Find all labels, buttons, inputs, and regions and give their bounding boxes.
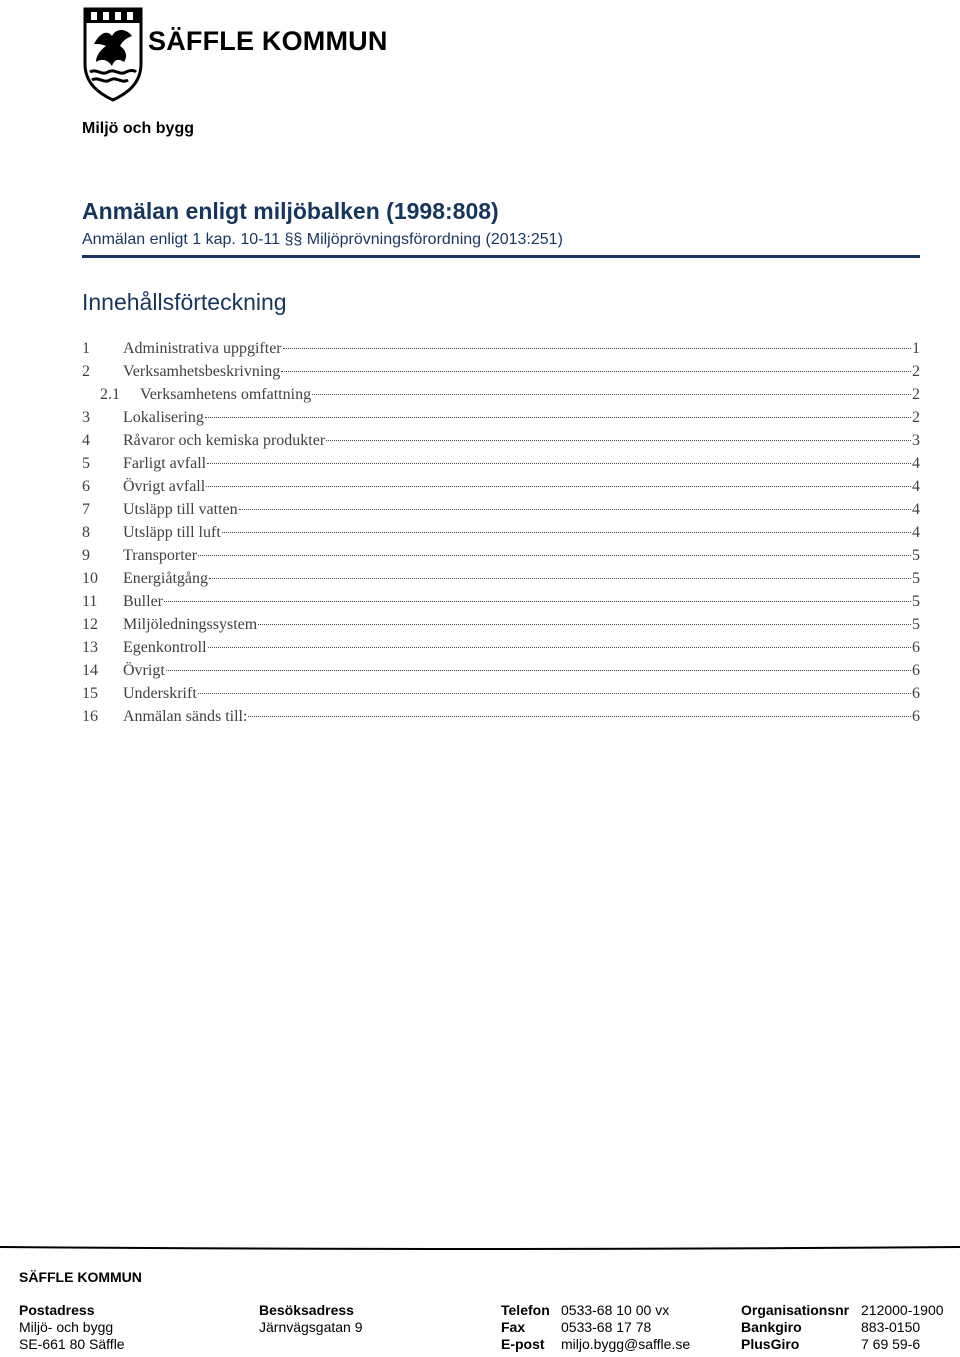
toc-entry-number: 14 [82,662,98,679]
toc-entry[interactable] [82,521,920,544]
toc-entry-label: Anmälan sänds till: [123,708,248,725]
postal-line-1: Miljö- och bygg [19,1319,114,1335]
toc-dot-leader [312,394,911,395]
toc-entry-number: 12 [82,616,98,633]
toc-entry-number: 9 [82,547,90,564]
toc-dot-leader [258,624,911,625]
toc-dot-leader [205,417,911,418]
toc-entry-number: 6 [82,478,90,495]
postal-line-2: SE-661 80 Säffle [19,1336,125,1352]
footer-organization: SÄFFLE KOMMUN [19,1269,142,1285]
toc-dot-leader [207,463,911,464]
toc-heading: Innehållsförteckning [82,289,287,315]
toc-dot-leader [222,532,911,533]
toc-entry[interactable] [82,590,920,613]
toc-dot-leader [198,555,911,556]
toc-entry-number: 16 [82,708,98,725]
toc-entry[interactable] [82,544,920,567]
toc-entry-label: Transporter [123,547,198,564]
toc-entry-page: 5 [912,570,920,587]
toc-entry-number: 2.1 [100,386,120,403]
toc-entry-page: 2 [912,386,920,403]
toc-entry[interactable] [82,429,920,452]
toc-entry[interactable] [82,406,920,429]
toc-dot-leader [283,348,911,349]
toc-entry-number: 11 [82,593,98,610]
saffle-kommun-logo [82,6,402,106]
toc-entry-label: Miljöledningssystem [123,616,258,633]
toc-entry-label: Lokalisering [123,409,204,426]
title-divider [82,255,920,258]
toc-entry-number: 1 [82,340,90,357]
logo-wordmark: SÄFFLE KOMMUN [148,26,388,56]
toc-dot-leader [281,371,911,372]
toc-entry-page: 6 [912,639,920,656]
toc-entry-page: 6 [912,708,920,725]
toc-entry-number: 2 [82,363,90,380]
toc-entry-number: 4 [82,432,90,449]
toc-entry-label: Energiåtgång [123,570,209,587]
toc-entry-page: 6 [912,685,920,702]
toc-entry-label: Farligt avfall [123,455,207,472]
plusgiro-label: PlusGiro [741,1336,800,1352]
plusgiro-value: 7 69 59-6 [861,1336,921,1352]
toc-entry[interactable] [82,360,920,383]
bankgiro-value: 883-0150 [861,1319,921,1335]
toc-entry-label: Utsläpp till luft [123,524,221,541]
toc-entry-label: Övrigt avfall [123,478,206,495]
toc-dot-leader [166,670,911,671]
toc-entry-label: Administrativa uppgifter [123,340,282,357]
fax-value: 0533-68 17 78 [561,1319,652,1335]
toc-dot-leader [326,440,911,441]
toc-entry-page: 1 [912,340,920,357]
org-number-label: Organisationsnr [741,1302,850,1318]
toc-entry-label: Verksamhetsbeskrivning [123,363,281,380]
toc-entry-page: 4 [912,501,920,518]
toc-entry-label: Verksamhetens omfattning [140,386,312,403]
contact-email [501,1336,690,1353]
visit-line-1: Järnvägsgatan 9 [259,1319,363,1335]
table-of-contents [82,337,920,728]
email-label: E-post [501,1336,545,1352]
footer-finance [741,1302,944,1353]
department-name: Miljö och bygg [82,120,194,137]
toc-dot-leader [248,716,911,717]
footer-divider [0,1244,960,1254]
contact-fax [501,1319,690,1336]
bankgiro-label: Bankgiro [741,1319,802,1335]
document-subtitle: Anmälan enligt 1 kap. 10-11 §§ Miljöprövningsförordning (2013:251) [82,231,563,248]
toc-entry[interactable] [82,567,920,590]
toc-entry-page: 2 [912,409,920,426]
toc-entry-label: Underskrift [123,685,197,702]
fax-label: Fax [501,1319,526,1335]
toc-dot-leader [198,693,911,694]
toc-entry[interactable] [82,613,920,636]
toc-entry-page: 3 [912,432,920,449]
toc-dot-leader [164,601,911,602]
toc-entry[interactable] [82,475,920,498]
phone-label: Telefon [501,1302,550,1318]
toc-entry-page: 4 [912,478,920,495]
toc-entry-page: 4 [912,455,920,472]
municipal-coat-of-arms-icon [82,6,144,102]
toc-entry[interactable] [82,337,920,360]
footer-contact [501,1302,690,1353]
toc-entry-label: Buller [123,593,163,610]
finance-org-number [741,1302,944,1319]
toc-entry-number: 7 [82,501,90,518]
toc-entry-page: 4 [912,524,920,541]
email-value: miljo.bygg@saffle.se [561,1336,691,1352]
finance-plusgiro [741,1336,944,1353]
toc-entry[interactable] [82,498,920,521]
toc-entry[interactable] [82,636,920,659]
toc-entry[interactable] [82,705,920,728]
toc-entry-number: 3 [82,409,90,426]
document-title: Anmälan enligt miljöbalken (1998:808) [82,198,499,224]
toc-entry-number: 10 [82,570,98,587]
toc-dot-leader [209,578,911,579]
postal-label: Postadress [19,1302,95,1318]
footer-visit-address [259,1302,363,1336]
toc-entry[interactable] [82,659,920,682]
visit-label: Besöksadress [259,1302,354,1318]
toc-entry[interactable] [82,383,920,406]
toc-dot-leader [239,509,911,510]
toc-entry-page: 5 [912,593,920,610]
toc-dot-leader [208,647,911,648]
toc-dot-leader [206,486,911,487]
toc-entry-page: 2 [912,363,920,380]
toc-entry-number: 13 [82,639,98,656]
toc-entry-label: Övrigt [123,662,165,679]
footer-postal-address [19,1302,125,1353]
toc-entry-label: Råvaror och kemiska produkter [123,432,326,449]
toc-entry-label: Utsläpp till vatten [123,501,238,518]
toc-entry-page: 6 [912,662,920,679]
toc-entry-label: Egenkontroll [123,639,207,656]
toc-entry-number: 8 [82,524,90,541]
phone-value: 0533-68 10 00 vx [561,1302,670,1318]
toc-entry-number: 5 [82,455,90,472]
contact-phone [501,1302,690,1319]
org-number-value: 212000-1900 [861,1302,944,1318]
toc-entry[interactable] [82,452,920,475]
toc-entry-page: 5 [912,547,920,564]
toc-entry-page: 5 [912,616,920,633]
toc-entry[interactable] [82,682,920,705]
finance-bankgiro [741,1319,944,1336]
toc-entry-number: 15 [82,685,98,702]
